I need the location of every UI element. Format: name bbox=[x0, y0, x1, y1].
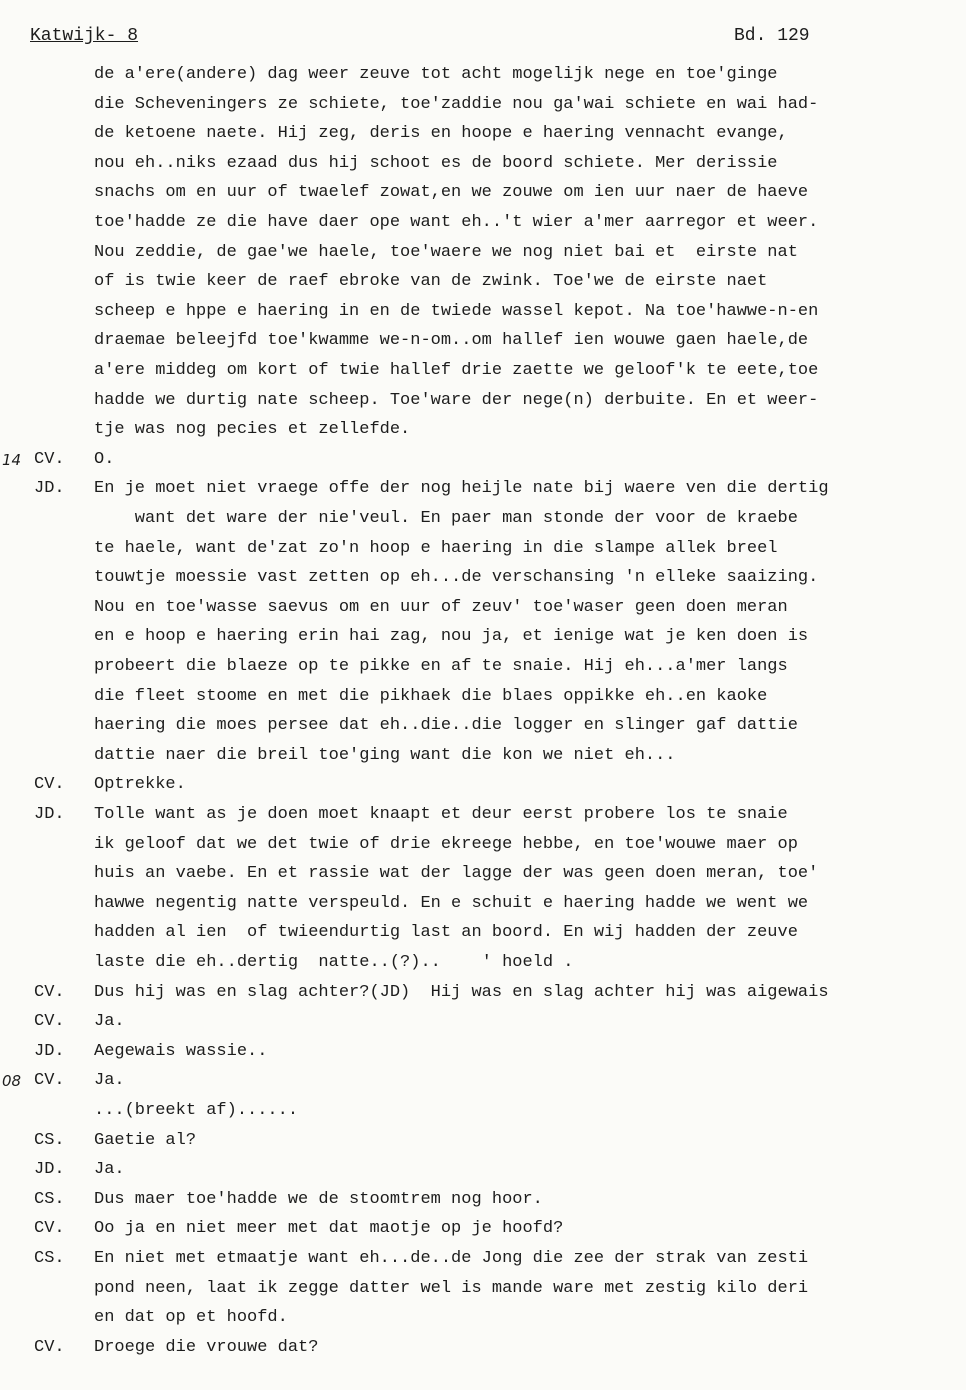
speaker-label: CV. bbox=[34, 775, 65, 795]
transcript-line: nou eh..niks ezaad dus hij schoot es de boord schiete. Mer derissie bbox=[94, 153, 778, 173]
speaker-label: CV. bbox=[34, 1012, 65, 1032]
transcript-line: probeert die blaeze op te pikke en af te snaie. Hij eh...a'mer langs bbox=[94, 657, 788, 676]
transcript-line: hadde we durtig nate scheep. Toe'ware der nege(n) derbuite. En et weer- bbox=[94, 390, 819, 410]
speaker-label: CS. bbox=[34, 1249, 65, 1268]
transcript-line: draemae beleejfd toe'kwamme we-n-om..om hallef ien wouwe gaen haele,de bbox=[94, 331, 809, 351]
speaker-label: CV. bbox=[34, 982, 65, 1002]
transcript-line: hawwe negentig natte verspeuld. En e schuit e haering hadde we went we bbox=[94, 893, 809, 913]
transcript-line: Dus hij was en slag achter?(JD) Hij was en slag achter hij was aigewais bbox=[94, 982, 829, 1002]
speaker-label: JD. bbox=[34, 805, 65, 824]
transcript-line: en e hoop e haering erin hai zag, nou ja, et ienige wat je ken doen is bbox=[94, 627, 809, 647]
transcript-line: Aegewais wassie.. bbox=[94, 1041, 268, 1061]
transcript-line: die fleet stoome en met die pikhaek die blaes oppikke eh..en kaoke bbox=[94, 686, 768, 706]
margin-annotation: 14 bbox=[2, 450, 22, 469]
page-header bbox=[30, 26, 936, 56]
transcript-line: Nou en toe'wasse saevus om en uur of zeuv' toe'waser geen doen meran bbox=[94, 597, 788, 617]
page-number: Bd. 129 bbox=[734, 26, 810, 46]
transcript-line: huis an vaebe. En et rassie wat der lagge der was geen doen meran, toe' bbox=[94, 864, 819, 884]
transcript-line: en dat op et hoofd. bbox=[94, 1308, 288, 1328]
speaker-label: CS. bbox=[34, 1130, 65, 1150]
transcript-line: hadden al ien of twieendurtig last an boord. En wij hadden der zeuve bbox=[94, 923, 798, 943]
transcript-line: snachs om en uur of twaelef zowat,en we zouwe om ien uur naer de haeve bbox=[94, 183, 809, 203]
transcript-line: Oo ja en niet meer met dat maotje op je hoofd? bbox=[94, 1219, 564, 1239]
speaker-label: JD. bbox=[34, 1160, 65, 1180]
speaker-label: JD. bbox=[34, 479, 65, 499]
transcript-line: Ja. bbox=[94, 1160, 125, 1180]
speaker-label: CV. bbox=[34, 1071, 65, 1091]
transcript-line: a'ere middeg om kort of twie hallef drie zaette we geloof'k te eete,toe bbox=[94, 361, 819, 380]
transcript-line: ik geloof dat we det twie of drie ekreege hebbe, en toe'wouwe maer op bbox=[94, 834, 798, 854]
transcript-line: de ketoene naete. Hij zeg, deris en hoope e haering vennacht evange, bbox=[94, 124, 788, 144]
transcript-line: laste die eh..dertig natte..(?).. ' hoeld . bbox=[94, 953, 574, 972]
transcript-line: Ja. bbox=[94, 1012, 125, 1032]
transcript-line: Gaetie al? bbox=[94, 1130, 197, 1150]
transcript-line: O. bbox=[94, 449, 115, 469]
transcript-line: Dus maer toe'hadde we de stoomtrem nog hoor. bbox=[94, 1189, 543, 1209]
transcript-line: Ja. bbox=[94, 1071, 125, 1091]
transcript-line: dattie naer die breil toe'ging want die kon we niet eh... bbox=[94, 745, 676, 765]
transcript-line: Tolle want as je doen moet knaapt et deur eerst probere los te snaie bbox=[94, 805, 788, 824]
speaker-label: JD. bbox=[34, 1041, 65, 1061]
speaker-label: CV. bbox=[34, 1219, 65, 1239]
margin-annotation: 08 bbox=[2, 1072, 22, 1091]
transcript-line: scheep e hppe e haering in en de twiede wassel kepot. Na toe'hawwe-n-en bbox=[94, 301, 819, 321]
transcript-line: Nou zeddie, de gae'we haele, toe'waere we nog niet bai et eirste nat bbox=[94, 242, 798, 262]
transcript-line: touwtje moessie vast zetten op eh...de verschansing 'n elleke saaizing. bbox=[94, 568, 819, 588]
transcript-line: die Scheveningers ze schiete, toe'zaddie nou ga'wai schiete en wai had- bbox=[94, 94, 819, 114]
transcript-line: de a'ere(andere) dag weer zeuve tot acht mogelijk nege en toe'ginge bbox=[94, 65, 778, 84]
transcript-line: tje was nog pecies et zellefde. bbox=[94, 420, 411, 440]
transcript-line: haering die moes persee dat eh..die..die logger en slinger gaf dattie bbox=[94, 716, 798, 736]
transcript-line: Droege die vrouwe dat? bbox=[94, 1337, 319, 1357]
transcript-line: pond neen, laat ik zegge datter wel is mande ware met zestig kilo deri bbox=[94, 1278, 809, 1298]
transcript-line: te haele, want de'zat zo'n hoop e haering in die slampe allek breel bbox=[94, 538, 778, 558]
transcript-line: toe'hadde ze die have daer ope want eh..'t wier a'mer aarregor et weer. bbox=[94, 213, 819, 232]
document-title: Katwijk- 8 bbox=[30, 26, 139, 46]
speaker-label: CV. bbox=[34, 1337, 65, 1357]
transcript-line: En niet met etmaatje want eh...de..de Jong die zee der strak van zesti bbox=[94, 1249, 809, 1268]
transcript-line: of is twie keer de raef ebroke van de zwink. Toe'we de eirste naet bbox=[94, 272, 768, 292]
transcript-line: ...(breekt af)...... bbox=[94, 1101, 299, 1120]
speaker-label: CS. bbox=[34, 1189, 65, 1209]
speaker-label: CV. bbox=[34, 449, 65, 469]
transcript-line: En je moet niet vraege offe der nog heijle nate bij waere ven die dertig bbox=[94, 479, 829, 499]
transcript-line: Optrekke. bbox=[94, 775, 186, 795]
transcript-line: want det ware der nie'veul. En paer man stonde der voor de kraebe bbox=[94, 509, 798, 528]
